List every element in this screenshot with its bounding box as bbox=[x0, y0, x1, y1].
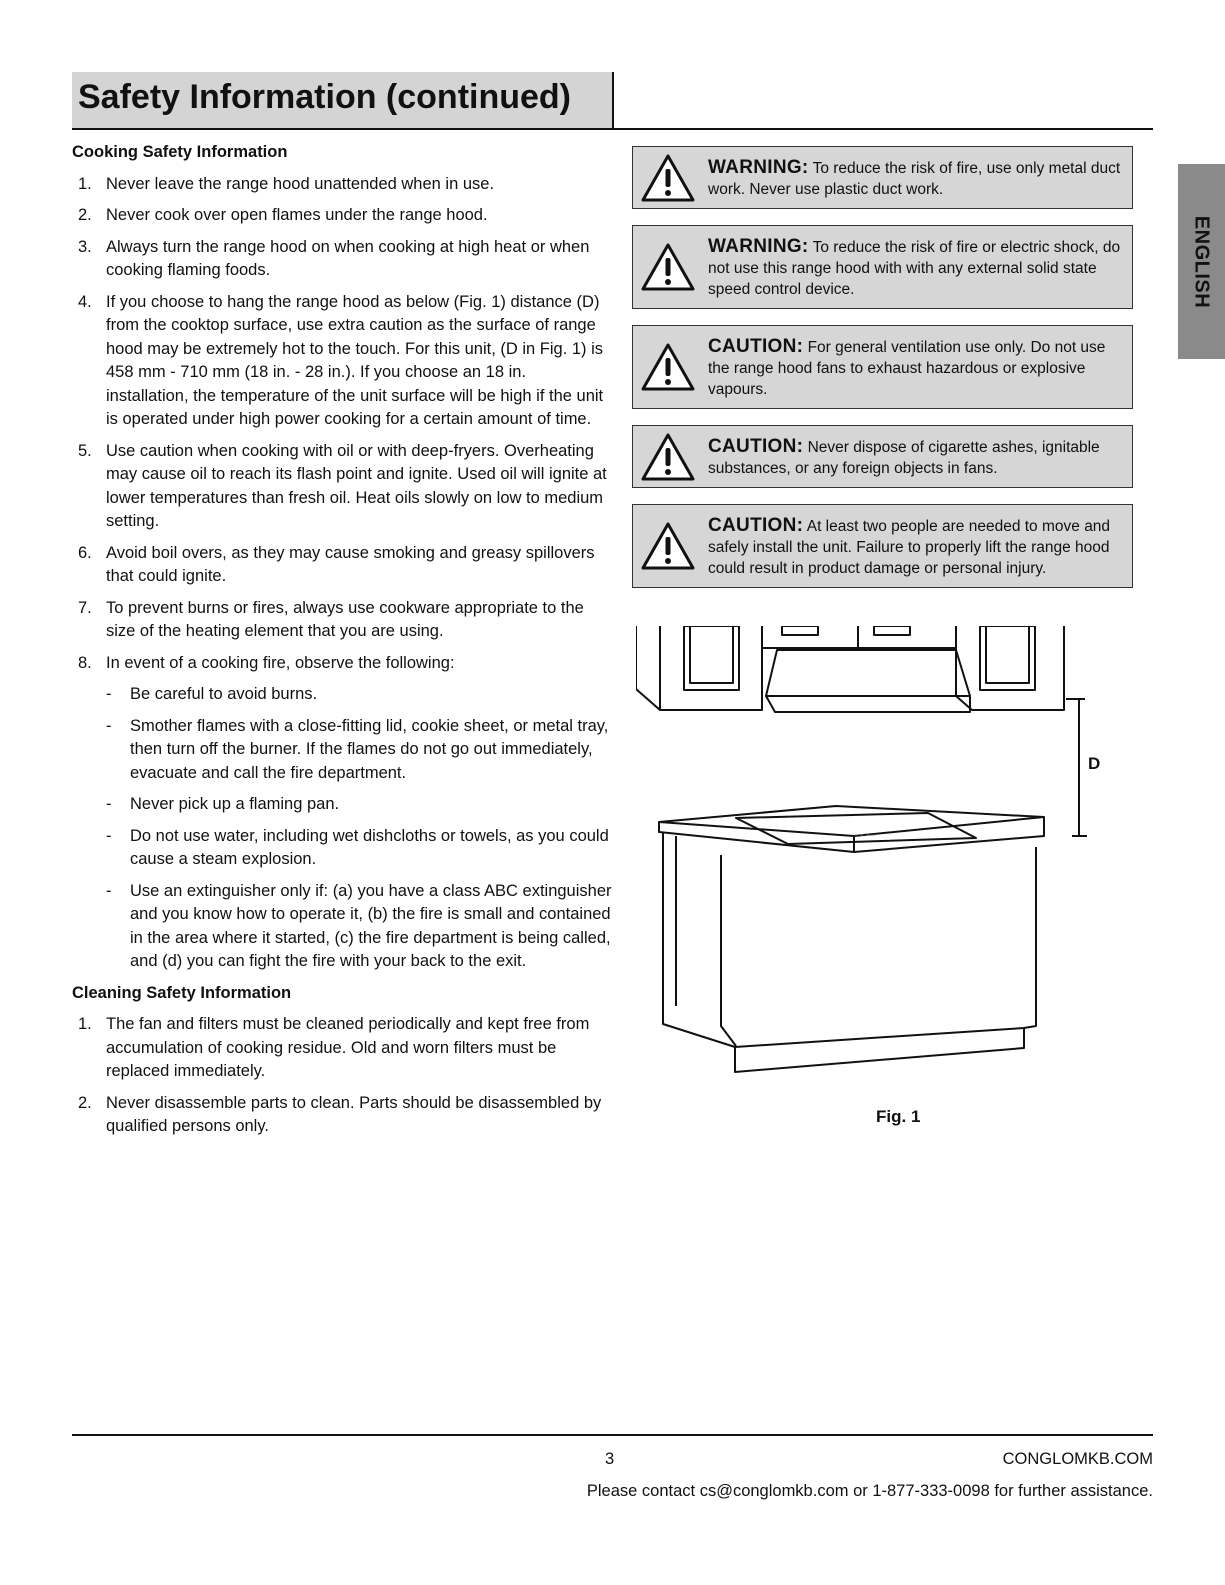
item-text: Never disassemble parts to clean. Parts should be disassembled by qualified persons only. bbox=[106, 1093, 602, 1135]
item-text: Use caution when cooking with oil or with deep-fryers. Overheating may cause oil to reach its flash point and ignite. Used oil will ignite at lower temperatures than fresh oil. Heat oils slowly on low to medium setting. bbox=[106, 441, 607, 530]
range-hood-installation-figure bbox=[636, 626, 1156, 1126]
item-number: 2. bbox=[78, 1093, 92, 1112]
warning-triangle-icon bbox=[640, 242, 696, 292]
contact-text: Please contact cs@conglomkb.com or 1-877-333-0098 for further assistance. bbox=[586, 1482, 1153, 1500]
dash-bullet: - bbox=[106, 795, 112, 813]
caution-triangle-icon bbox=[640, 432, 696, 482]
alert-keyword: CAUTION: bbox=[708, 336, 804, 357]
alert-text: For general ventilation use only. Do not use the range hood fans to exhaust hazardous or explosive vapours. bbox=[708, 339, 1106, 398]
item-number: 3. bbox=[78, 237, 92, 256]
list-item bbox=[72, 440, 612, 534]
item-number: 5. bbox=[78, 441, 92, 460]
item-number: 1. bbox=[78, 1015, 92, 1033]
page-number: 3 bbox=[605, 1450, 615, 1468]
dash-bullet: - bbox=[106, 881, 112, 900]
title-bar bbox=[72, 72, 614, 128]
list-item bbox=[72, 542, 612, 589]
sub-list-item bbox=[106, 793, 612, 817]
left-column bbox=[72, 141, 612, 1147]
item-text: Always turn the range hood on when cooking at high heat or when cooking flaming foods. bbox=[106, 237, 590, 279]
sub-item-text: Never pick up a flaming pan. bbox=[130, 795, 340, 813]
kitchen-island bbox=[659, 806, 1044, 1072]
alert-text: At least two people are needed to move and safely install the unit. Failure to properly lift the range hood could result in product damage or personal injury. bbox=[708, 518, 1111, 577]
caution-triangle-icon bbox=[640, 342, 696, 392]
alert-text: Never dispose of cigarette ashes, ignitable substances, or any foreign objects in fans. bbox=[708, 439, 1100, 477]
dash-bullet: - bbox=[106, 716, 112, 735]
item-number: 1. bbox=[78, 174, 92, 193]
title-rule bbox=[72, 128, 1153, 130]
item-text: If you choose to hang the range hood as below (Fig. 1) distance (D) from the cooktop surface, use extra caution as the surface of range hood may be extremely hot to the touch. For this unit, (D in Fig. 1) is 458 mm - 710 mm (18 in. - 28 in.). If you choose an 18 in. installation, the temperature of the unit surface will be high if the unit is operated under high power cooking for a certain amount of time. bbox=[106, 292, 604, 428]
website-link[interactable]: CONGLOMKB.COM bbox=[1002, 1450, 1153, 1468]
list-item bbox=[72, 1013, 612, 1084]
item-text: The fan and filters must be cleaned periodically and kept free from accumulation of cooking residue. Old and worn filters must be replaced immediately. bbox=[106, 1015, 590, 1080]
list-item bbox=[72, 652, 612, 974]
alert-keyword: CAUTION: bbox=[708, 436, 804, 457]
sub-item-text: Be careful to avoid burns. bbox=[130, 685, 318, 703]
safety-alerts bbox=[632, 146, 1133, 604]
alert-text: To reduce the risk of fire, use only metal duct work. Never use plastic duct work. bbox=[708, 160, 1121, 198]
alert-keyword: WARNING: bbox=[708, 236, 809, 257]
alert-keyword: CAUTION: bbox=[708, 515, 804, 536]
footer-rule bbox=[72, 1434, 1153, 1436]
center-cabinet bbox=[762, 626, 956, 648]
language-tab-label: ENGLISH bbox=[1190, 215, 1213, 309]
figure-caption: Fig. 1 bbox=[876, 1107, 921, 1126]
alert-text: To reduce the risk of fire or electric shock, do not use this range hood with with any external solid state speed control device. bbox=[708, 239, 1121, 298]
dimension-d-label: D bbox=[1088, 754, 1101, 773]
cooking-safety-list bbox=[72, 173, 612, 974]
list-item bbox=[72, 597, 612, 644]
dimension-d-line bbox=[1066, 699, 1087, 836]
item-number: 7. bbox=[78, 598, 92, 617]
dash-bullet: - bbox=[106, 685, 112, 703]
left-cabinet bbox=[636, 626, 762, 710]
alert-keyword: WARNING: bbox=[708, 157, 809, 178]
cooking-safety-heading: Cooking Safety Information bbox=[72, 143, 288, 161]
language-tab bbox=[1178, 164, 1225, 359]
warning-box bbox=[632, 225, 1133, 309]
list-item bbox=[72, 173, 612, 197]
sub-list-item bbox=[106, 825, 612, 872]
item-text: In event of a cooking fire, observe the following: bbox=[106, 653, 455, 672]
caution-triangle-icon bbox=[640, 521, 696, 571]
sub-item-text: Do not use water, including wet dishcloths or towels, as you could cause a steam explosion. bbox=[130, 826, 609, 868]
sub-list-item bbox=[106, 683, 612, 707]
item-text: Never cook over open flames under the range hood. bbox=[106, 206, 488, 224]
cleaning-safety-heading: Cleaning Safety Information bbox=[72, 983, 292, 1002]
sub-item-text: Use an extinguisher only if: (a) you have a class ABC extinguisher and you know how to operate it, (b) the fire is small and contained in the area where it started, (c) the fire department is being called, and (d) you can fight the fire with your back to the exit. bbox=[130, 881, 612, 970]
list-item bbox=[72, 1092, 612, 1139]
fire-steps-list bbox=[106, 683, 612, 974]
item-number: 2. bbox=[78, 206, 92, 224]
item-text: To prevent burns or fires, always use cookware appropriate to the size of the heating element that you are using. bbox=[106, 598, 584, 640]
list-item bbox=[72, 204, 612, 228]
caution-box bbox=[632, 325, 1133, 409]
caution-box bbox=[632, 425, 1133, 488]
sub-item-text: Smother flames with a close-fitting lid, cookie sheet, or metal tray, then turn off the burner. If the flames do not go out immediately, evacuate and call the fire department. bbox=[130, 716, 609, 782]
item-text: Avoid boil overs, as they may cause smoking and greasy spillovers that could ignite. bbox=[106, 543, 595, 585]
caution-box bbox=[632, 504, 1133, 588]
list-item bbox=[72, 291, 612, 432]
item-number: 6. bbox=[78, 543, 92, 562]
cleaning-safety-list bbox=[72, 1013, 612, 1139]
item-text: Never leave the range hood unattended when in use. bbox=[106, 174, 495, 193]
sub-list-item bbox=[106, 880, 612, 974]
right-cabinet bbox=[956, 626, 1064, 710]
range-hood bbox=[766, 650, 970, 712]
warning-box bbox=[632, 146, 1133, 209]
page-title: Safety Information (continued) bbox=[78, 78, 571, 116]
item-number: 4. bbox=[78, 292, 92, 311]
sub-list-item bbox=[106, 715, 612, 786]
item-number: 8. bbox=[78, 653, 92, 672]
warning-triangle-icon bbox=[640, 153, 696, 203]
list-item bbox=[72, 236, 612, 283]
dash-bullet: - bbox=[106, 826, 112, 845]
